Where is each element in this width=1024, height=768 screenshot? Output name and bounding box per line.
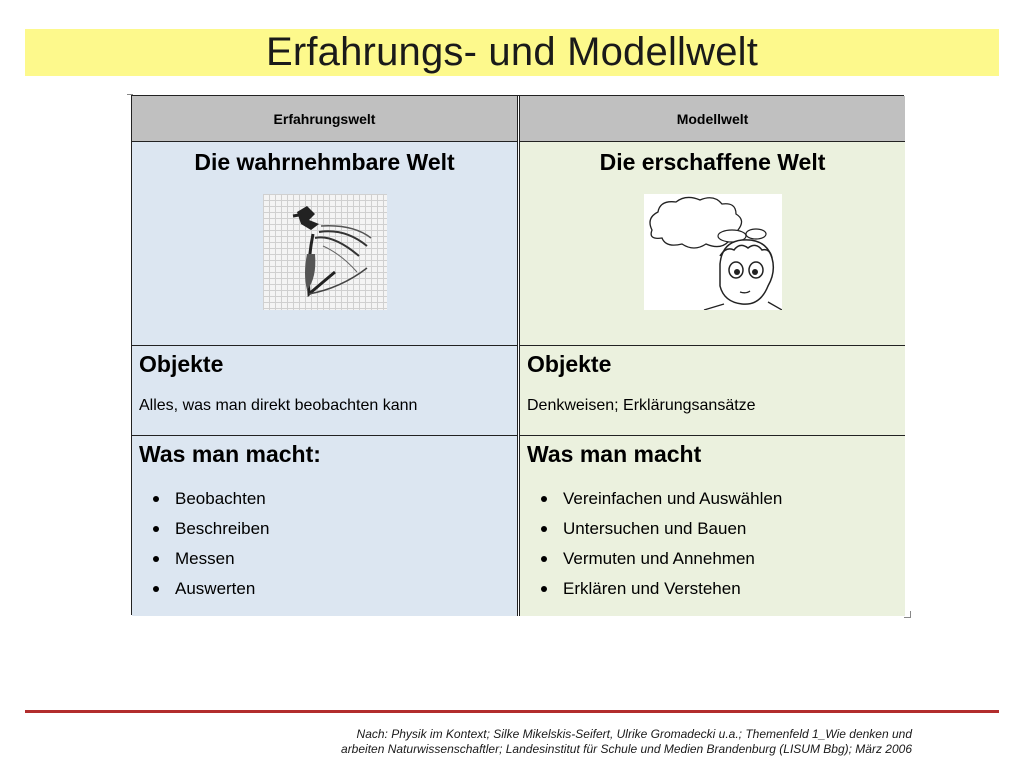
right-todo-title: Was man macht	[527, 441, 702, 467]
list-item	[153, 574, 510, 604]
header-erfahrungswelt: Erfahrungswelt	[132, 96, 517, 142]
bullet-icon	[541, 496, 547, 502]
right-objects-title: Objekte	[527, 351, 612, 377]
list-item	[153, 544, 510, 574]
list-item	[153, 484, 510, 514]
bullet-icon	[153, 586, 159, 592]
list-item	[541, 514, 898, 544]
footer-rule	[25, 710, 999, 713]
list-item-label: Erklären und Verstehen	[563, 579, 741, 598]
list-item	[541, 574, 898, 604]
list-item	[153, 514, 510, 544]
left-objects-cell	[132, 346, 517, 436]
slide-title: Erfahrungs- und Modellwelt	[265, 30, 759, 74]
bullet-icon	[153, 556, 159, 562]
bullet-icon	[541, 586, 547, 592]
right-world-cell	[520, 142, 905, 346]
left-todo-list	[139, 484, 510, 604]
left-objects-text: Alles, was man direkt beobachten kann	[139, 397, 418, 414]
source-line-2: arbeiten Naturwissenschaftler; Landesinstitut für Schule und Medien Brandenburg (LISUM Bbg); März 2006	[341, 742, 912, 756]
list-item-label: Vereinfachen und Auswählen	[563, 489, 783, 508]
list-item-label: Beschreiben	[175, 519, 270, 538]
thinking-boy-icon	[644, 194, 782, 310]
left-todo-title: Was man macht:	[139, 441, 321, 467]
list-item-label: Beobachten	[175, 489, 266, 508]
list-item-label: Vermuten und Annehmen	[563, 549, 755, 568]
bullet-icon	[541, 526, 547, 532]
source-citation	[272, 727, 912, 757]
left-objects-title: Objekte	[139, 351, 224, 377]
bullet-icon	[153, 496, 159, 502]
left-world-cell	[132, 142, 517, 346]
title-bar	[25, 29, 999, 76]
header-modellwelt: Modellwelt	[520, 96, 905, 142]
left-world-title: Die wahrnehmbare Welt	[194, 149, 455, 175]
right-objects-cell	[520, 346, 905, 436]
right-todo-cell	[520, 436, 905, 616]
corner-mark	[904, 611, 911, 618]
list-item-label: Untersuchen und Bauen	[563, 519, 747, 538]
bullet-icon	[153, 526, 159, 532]
bullet-icon	[541, 556, 547, 562]
list-item	[541, 544, 898, 574]
right-world-title: Die erschaffene Welt	[599, 149, 826, 175]
source-line-1: Nach: Physik im Kontext; Silke Mikelskis-Seifert, Ulrike Gromadecki u.a.; Themenfeld 1_Wie denken und	[356, 727, 912, 741]
eye-sketch-icon	[263, 194, 387, 310]
right-todo-list	[527, 484, 898, 604]
comparison-table	[131, 95, 904, 615]
left-todo-cell	[132, 436, 517, 616]
list-item-label: Messen	[175, 549, 235, 568]
list-item-label: Auswerten	[175, 579, 256, 598]
list-item	[541, 484, 898, 514]
right-objects-text: Denkweisen; Erklärungsansätze	[527, 397, 756, 414]
